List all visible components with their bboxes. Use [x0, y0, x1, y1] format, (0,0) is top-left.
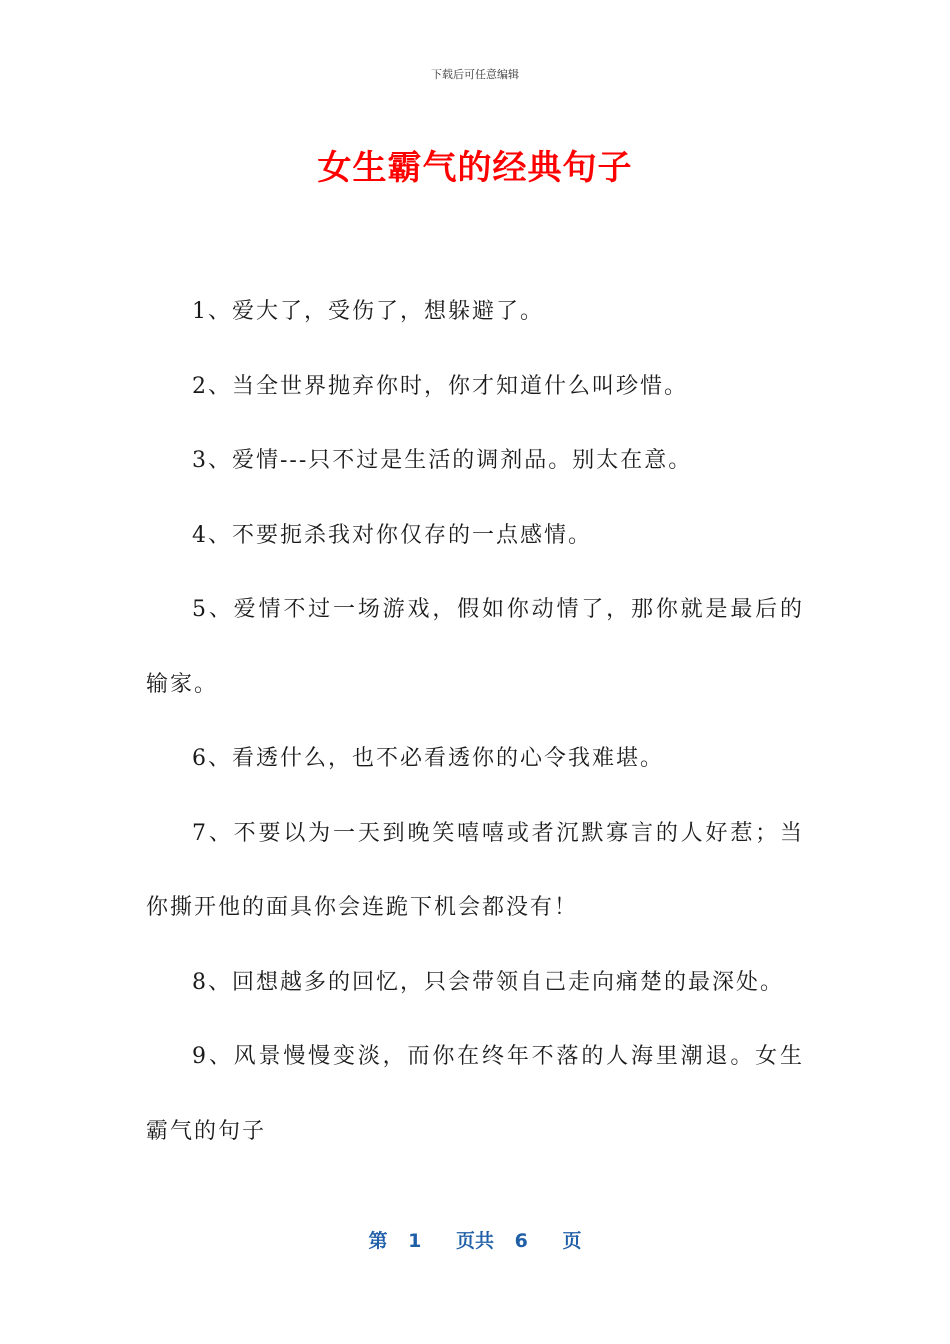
paragraph: 6、看透什么，也不必看透你的心令我难堪。	[192, 746, 664, 771]
paragraph: 5、爱情不过一场游戏，假如你动情了，那你就是最后的输家。	[146, 597, 804, 697]
header-note: 下载后可任意编辑	[431, 68, 519, 81]
document-title: 女生霸气的经典句子	[317, 148, 633, 188]
paragraph: 1、爱大了，受伤了，想躲避了。	[192, 299, 544, 324]
document-body	[146, 275, 804, 1169]
paragraph: 8、回想越多的回忆，只会带领自己走向痛楚的最深处。	[192, 969, 784, 995]
page-mid: 页共	[455, 1230, 494, 1252]
page-suffix: 页	[562, 1230, 582, 1252]
paragraph: 4、不要扼杀我对你仅存的一点感情。	[192, 522, 592, 548]
page-footer	[0, 1226, 950, 1253]
paragraph: 3、爱情---只不过是生活的调剂品。别太在意。	[192, 448, 693, 473]
page-current: 1	[408, 1230, 422, 1252]
paragraph: 7、不要以为一天到晚笑嘻嘻或者沉默寡言的人好惹；当你撕开他的面具你会连跪下机会都没有！	[146, 820, 804, 920]
page-total: 6	[514, 1230, 528, 1252]
page-prefix: 第	[368, 1230, 388, 1252]
paragraph: 2、当全世界抛弃你时，你才知道什么叫珍惜。	[192, 373, 688, 399]
paragraph: 9、风景慢慢变淡，而你在终年不落的人海里潮退。女生霸气的句子	[146, 1044, 804, 1144]
